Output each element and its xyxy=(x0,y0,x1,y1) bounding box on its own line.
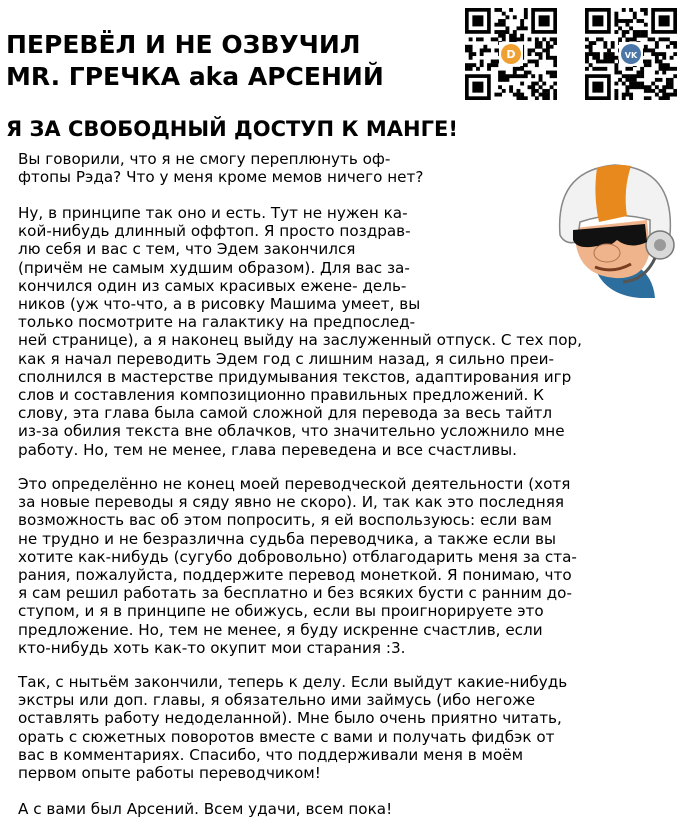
text-line: за новые переводы я сяду явно не скоро). И, так как это последняя xyxy=(18,493,564,512)
text-line: работу. Но, тем не менее, глава переведена и все счастливы. xyxy=(18,440,517,459)
text-line: Вы говорили, что я не смогу переплюнуть оф- xyxy=(18,150,391,168)
text-line: сполнился в мастерстве придумывания текстов, адаптирования игр xyxy=(18,367,572,386)
text-line: ников (уж что-что, а в рисовку Машима умеет, вы xyxy=(18,295,421,314)
paragraph-2 xyxy=(18,204,582,459)
text-line: экстры или доп. главы, я обязательно ими займусь (ибо негоже xyxy=(18,691,536,710)
text-line: кто-нибудь хоть как-то окупит мои старания :3. xyxy=(18,638,406,657)
text-line: предложение. Но, тем не менее, я буду искренне счастлив, если xyxy=(18,620,543,639)
paragraph-5 xyxy=(18,800,392,818)
text-line: ней странице), а я наконец выйду на заслуженный отпуск. С тех пор, xyxy=(18,331,582,350)
text-line: Так, с нытьём закончили, теперь к делу. Если выйдут какие-нибудь xyxy=(18,673,568,691)
helmet-stripe-shape xyxy=(595,165,631,222)
header-title-line2: MR. ГРЕЧКА aka АРСЕНИЙ xyxy=(6,62,384,91)
text-line: А с вами был Арсений. Всем удачи, всем пока! xyxy=(18,800,393,818)
vk-qr-icon[interactable] xyxy=(585,8,677,100)
text-line: из-за обилия текста вне облачков, что значительно усложнило мне xyxy=(18,422,565,441)
header-slogan: Я ЗА СВОБОДНЫЙ ДОСТУП К МАНГЕ! xyxy=(6,117,458,141)
paragraph-1 xyxy=(18,150,423,186)
text-line: фтопы Рэда? Что у меня кроме мемов ничего нет? xyxy=(18,168,424,187)
earpiece-inner-shape xyxy=(654,239,666,251)
text-line: Ну, в принципе так оно и есть. Тут не нужен ка- xyxy=(18,204,408,222)
text-line: не трудно и не безразлична судьба переводчика, а также если вы xyxy=(18,529,556,548)
text-line: как я начал переводить Эдем год с лишним назад, я сильно преи- xyxy=(18,349,554,368)
nose-shape xyxy=(594,244,620,262)
paragraph-3 xyxy=(18,475,577,657)
svg-text:D: D xyxy=(506,48,516,61)
text-line: ступом, и я в принципе не обижусь, если вы проигнорируете это xyxy=(18,602,544,621)
svg-text:VK: VK xyxy=(624,51,638,60)
header-title-line1: ПЕРЕВЁЛ И НЕ ОЗВУЧИЛ xyxy=(6,30,361,59)
text-line: Это определённо не конец моей переводческой деятельности (хотя xyxy=(18,475,571,493)
text-line: только посмотрите на галактику на предпослед- xyxy=(18,313,416,332)
text-line: слов и составления композиционно правильных предложений. К xyxy=(18,386,544,405)
text-line: лю себя и вас с тем, что Эдем закончился xyxy=(18,240,356,259)
text-line: кончился один из самых красивых ежене- дель- xyxy=(18,276,407,295)
text-line: возможность вас об этом попросить, я ей воспользуюсь: если вам xyxy=(18,511,552,530)
text-line: вас в комментариях. Спасибо, что поддерживали меня в моём xyxy=(18,745,524,764)
text-line: рания, пожалуйста, поддержите перевод монеткой. Я понимаю, что xyxy=(18,566,572,585)
text-line: (причём не самым худшим образом). Для вас за- xyxy=(18,258,410,277)
text-line: хотите как-нибудь (сугубо добровольно) отблагодарить меня за ста- xyxy=(18,547,577,566)
text-line: слову, эта глава была самой сложной для перевода за весь тайтл xyxy=(18,404,553,423)
donation-qr-icon[interactable] xyxy=(465,8,557,100)
paragraph-4 xyxy=(18,673,567,782)
text-line: я сам решил работать за бесплатно и без всяких бусти с ранним до- xyxy=(18,584,572,603)
text-line: орать с сюжетных поворотов вместе с вами и получать фидбэк от xyxy=(18,727,555,746)
text-line: первом опыте работы переводчиком! xyxy=(18,764,321,783)
text-line: кой-нибудь длинный оффтоп. Я просто поздрав- xyxy=(18,222,411,241)
text-line: оставлять работу недоделанной). Мне было очень приятно читать, xyxy=(18,709,562,728)
